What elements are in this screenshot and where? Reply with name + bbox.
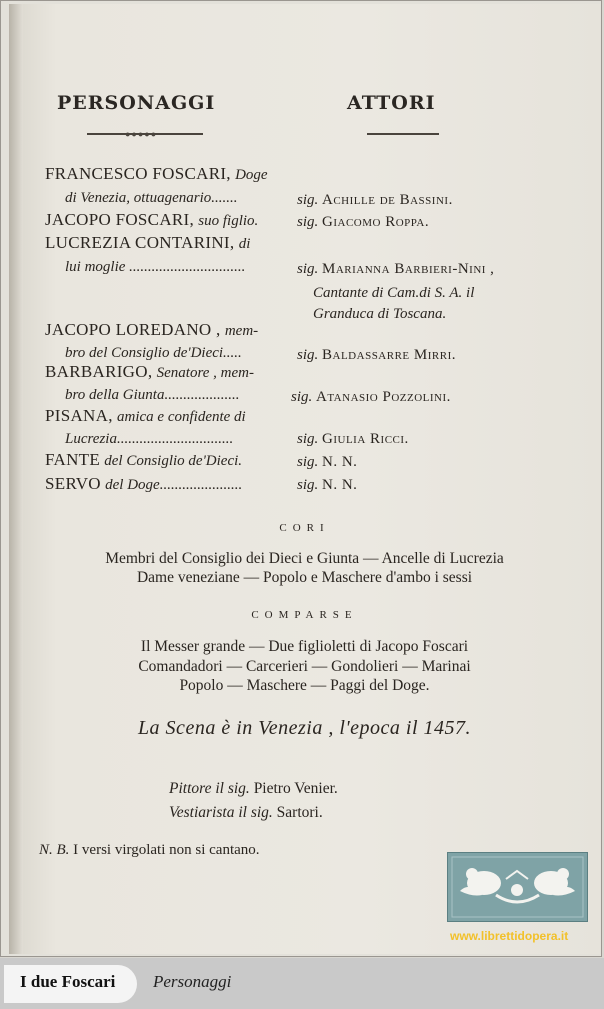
cast-role-4-cont: bro del Consiglio de'Dieci..... bbox=[65, 345, 242, 361]
librettidopera-logo[interactable] bbox=[447, 852, 588, 922]
cast-role-7: FANTE del Consiglio de'Dieci. bbox=[45, 450, 243, 469]
footer-bar bbox=[0, 958, 604, 1009]
cherubs-emblem-icon bbox=[448, 853, 587, 921]
cori-line-2: Dame veneziane — Popolo e Maschere d'ambo i sessi bbox=[136, 569, 473, 586]
cast-actor-7: sig. N. N. bbox=[297, 454, 358, 470]
cast-actor-4: sig. Baldassarre Mirri. bbox=[297, 347, 456, 363]
cast-role-5: BARBARIGO, Senatore , mem- bbox=[45, 362, 254, 381]
cast-role-8: SERVO del Doge...................... bbox=[45, 474, 243, 493]
cast-role-3: LUCREZIA CONTARINI, di bbox=[45, 233, 251, 252]
footer-section-subtitle: Personaggi bbox=[153, 972, 232, 991]
credit-pittore: Pittore il sig. Pietro Venier. bbox=[169, 780, 338, 797]
comparse-line-1: Il Messer grande — Due figlioletti di Jacopo Foscari bbox=[140, 638, 469, 655]
cast-role-2: JACOPO FOSCARI, suo figlio. bbox=[45, 210, 259, 229]
cast-role-6: PISANA, amica e confidente di bbox=[45, 406, 246, 425]
cast-actor-3-note-2: Granduca di Toscana. bbox=[313, 306, 447, 322]
cast-actor-1: sig. Achille de Bassini. bbox=[297, 192, 453, 208]
footnote: N. B. I versi virgolati non si cantano. bbox=[39, 842, 260, 858]
ornament-rule-right bbox=[367, 133, 439, 135]
header-attori: ATTORI bbox=[347, 92, 436, 114]
cast-role-1: FRANCESCO FOSCARI, Doge bbox=[45, 164, 268, 183]
header-personaggi: PERSONAGGI bbox=[57, 92, 216, 114]
cast-actor-8: sig. N. N. bbox=[297, 477, 358, 493]
cast-actor-2: sig. Giacomo Roppa. bbox=[297, 214, 430, 230]
cast-actor-5: sig. Atanasio Pozzolini. bbox=[291, 389, 451, 405]
comparse-line-2: Comandadori — Carcerieri — Gondolieri — Marinai bbox=[138, 658, 471, 675]
cast-actor-3: sig. Marianna Barbieri-Nini , bbox=[297, 261, 495, 277]
comparse-line-3: Popolo — Maschere — Paggi del Doge. bbox=[179, 677, 430, 694]
cast-role-3-cont: lui moglie ............................... bbox=[65, 259, 246, 275]
cast-role-6-cont: Lucrezia............................... bbox=[65, 431, 234, 447]
cast-actor-3-note-1: Cantante di Cam.di S. A. il bbox=[313, 285, 475, 301]
comparse-heading: COMPARSE bbox=[251, 609, 358, 621]
cori-heading: CORI bbox=[279, 522, 330, 534]
cast-role-4: JACOPO LOREDANO , mem- bbox=[45, 320, 259, 339]
page-binding-shadow bbox=[9, 4, 23, 954]
cast-role-1-cont: di Venezia, ottuagenario....... bbox=[65, 190, 238, 206]
footer-opera-title: I due Foscari bbox=[20, 972, 116, 991]
scena-line: La Scena è in Venezia , l'epoca il 1457. bbox=[137, 717, 472, 739]
ornament-dots-left: ●●●●● bbox=[125, 129, 158, 139]
credit-vestiarista: Vestiarista il sig. Sartori. bbox=[169, 804, 323, 821]
cori-line-1: Membri del Consiglio dei Dieci e Giunta — Ancelle di Lucrezia bbox=[105, 550, 504, 567]
libretto-page bbox=[9, 4, 600, 954]
cast-role-5-cont: bro della Giunta.................... bbox=[65, 387, 240, 403]
librettidopera-url-link[interactable]: www.librettidopera.it bbox=[450, 929, 569, 943]
cast-actor-6: sig. Giulia Ricci. bbox=[297, 431, 409, 447]
